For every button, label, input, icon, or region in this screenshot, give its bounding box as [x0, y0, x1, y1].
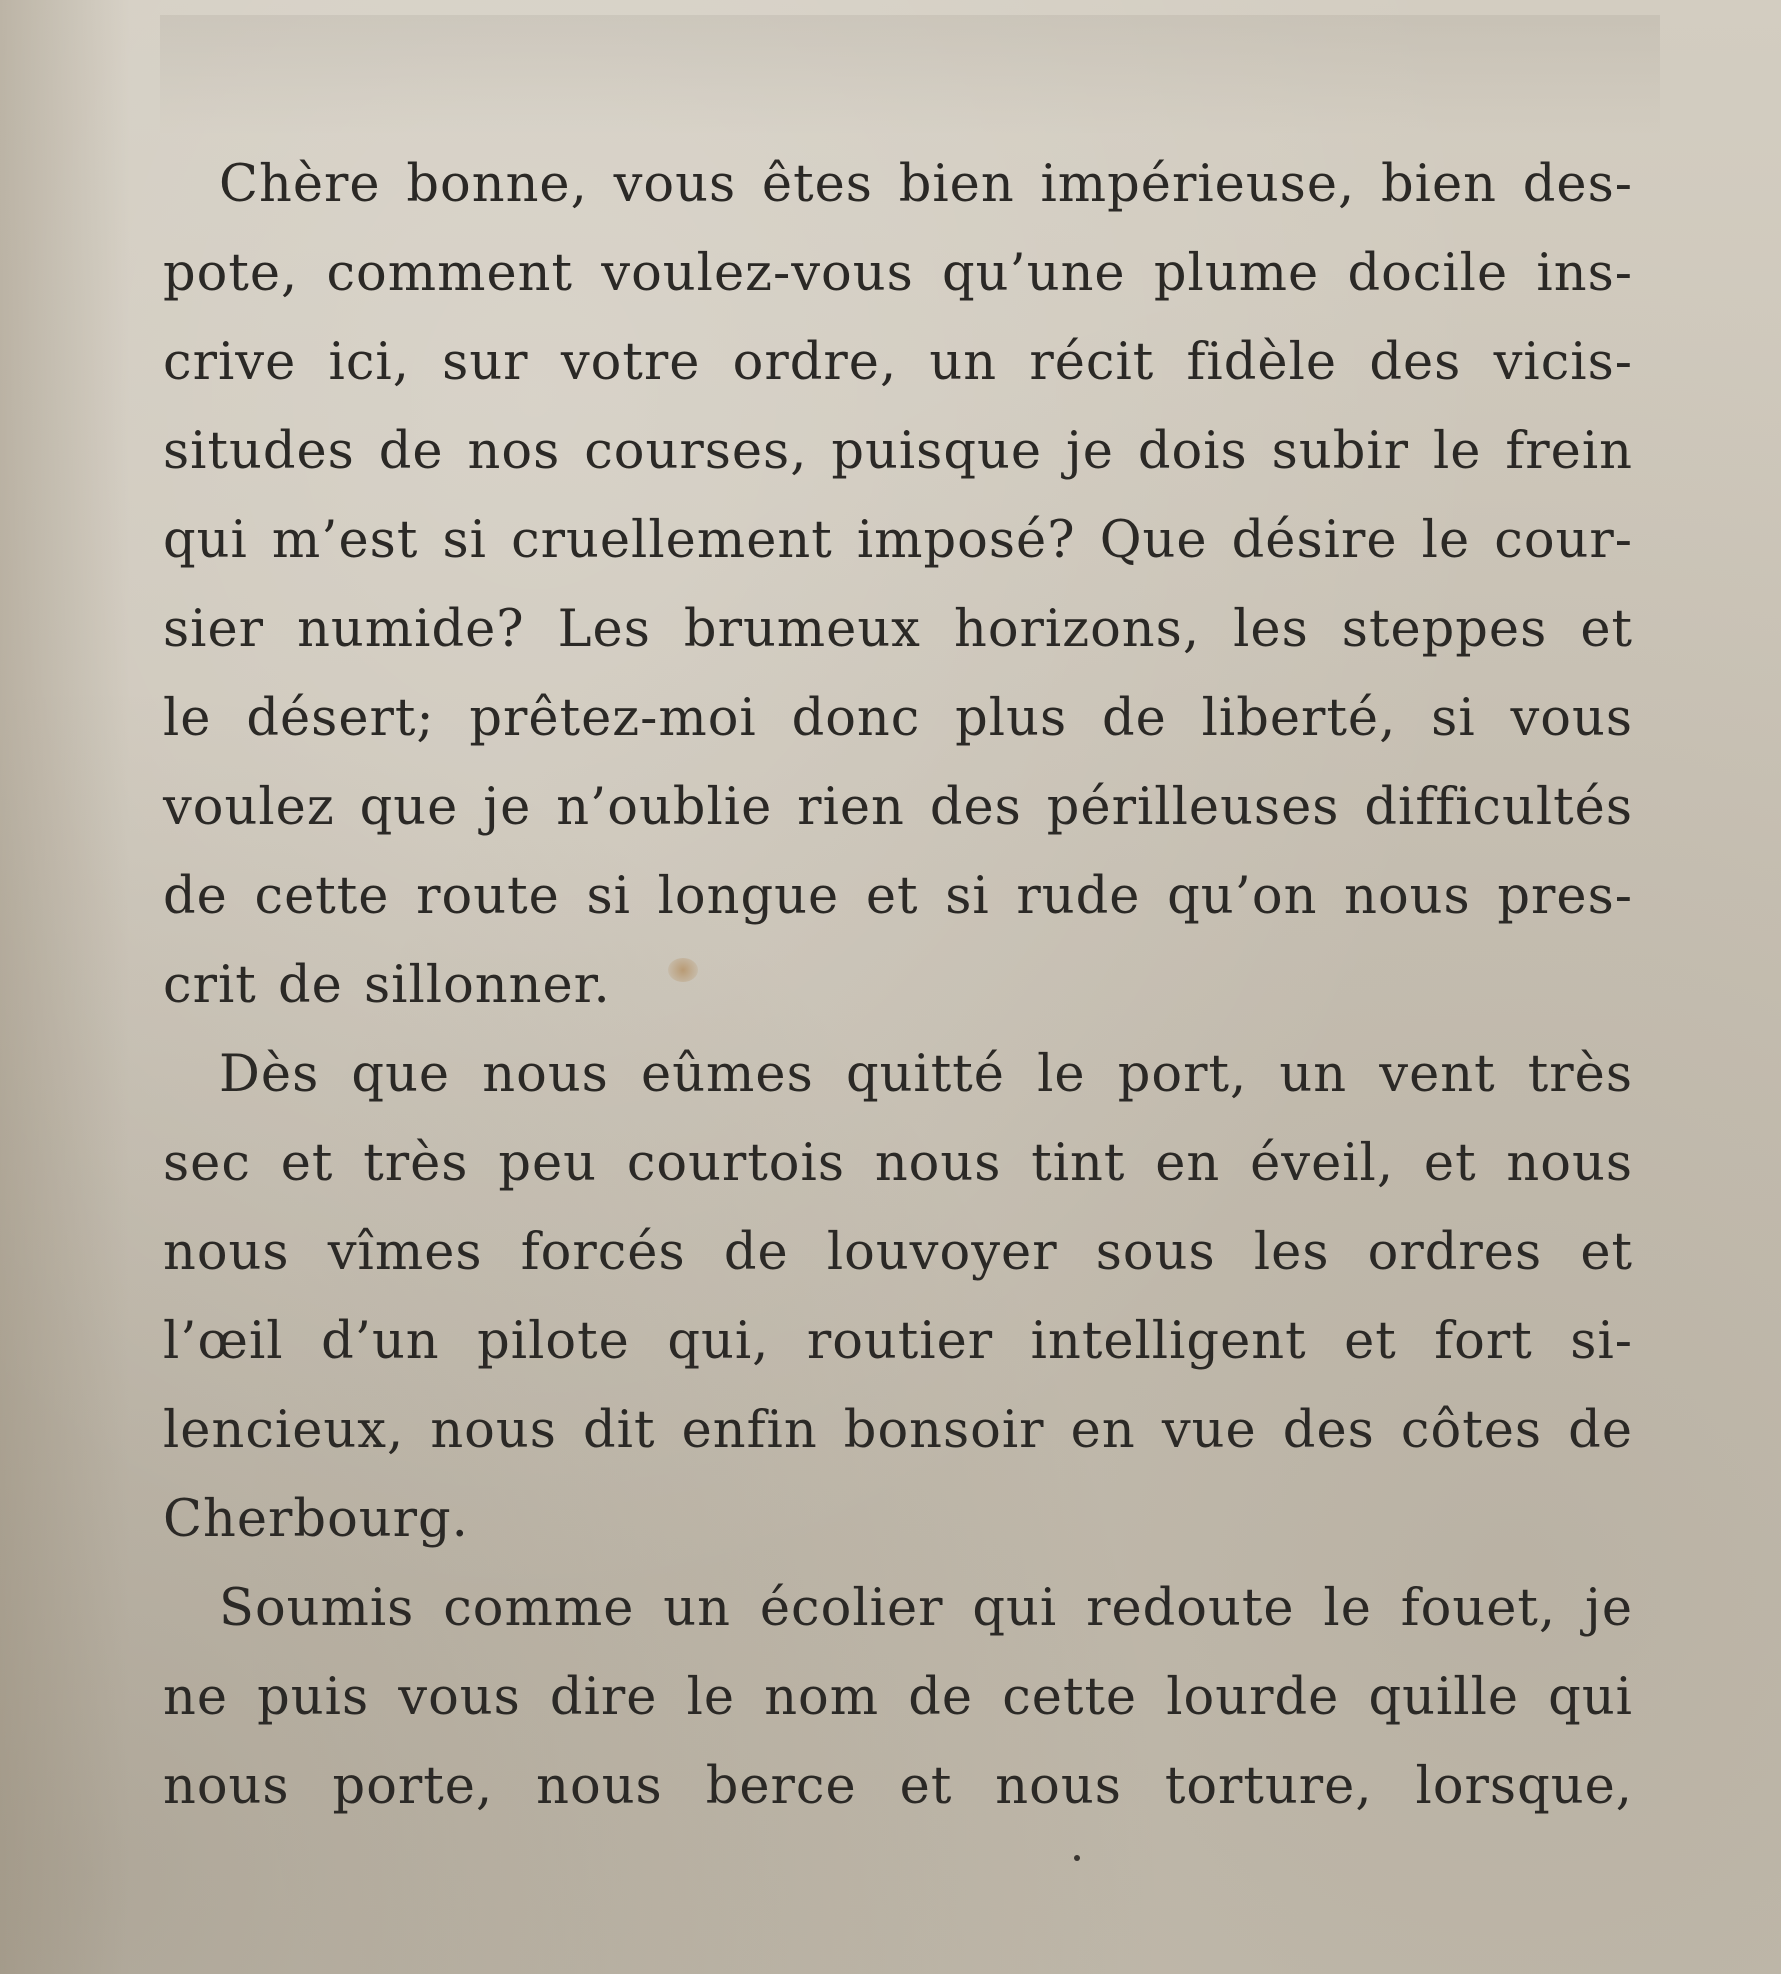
- foxing-stain: [668, 958, 698, 982]
- text-line: sec et très peu courtois nous tint en éveil, et nous: [163, 1134, 1633, 1193]
- page-edge-shadow: [0, 0, 130, 1974]
- text-line: de cette route si longue et si rude qu’on nous pres-: [163, 867, 1633, 926]
- text-line: Soumis comme un écolier qui redoute le fouet, je: [219, 1579, 1633, 1638]
- text-line: sier numide? Les brumeux horizons, les steppes et: [163, 600, 1633, 659]
- text-line: Chère bonne, vous êtes bien impérieuse, bien des-: [219, 155, 1633, 214]
- paragraph-1: [163, 140, 1633, 1030]
- text-line: crive ici, sur votre ordre, un récit fidèle des vicis-: [163, 333, 1633, 392]
- paragraph-3: [163, 1564, 1633, 1831]
- text-line: Dès que nous eûmes quitté le port, un vent très: [219, 1045, 1633, 1104]
- text-line: qui m’est si cruellement imposé? Que désire le cour-: [163, 511, 1633, 570]
- text-line: nous vîmes forcés de louvoyer sous les ordres et: [163, 1223, 1633, 1282]
- printer-mark-dot: [1074, 1855, 1080, 1861]
- text-line: situdes de nos courses, puisque je dois subir le frein: [163, 422, 1633, 481]
- text-line: lencieux, nous dit enfin bonsoir en vue des côtes de: [163, 1401, 1633, 1460]
- text-line: nous porte, nous berce et nous torture, lorsque,: [163, 1757, 1633, 1816]
- text-line: Cherbourg.: [163, 1490, 469, 1549]
- text-line: pote, comment voulez-vous qu’une plume docile ins-: [163, 244, 1633, 303]
- text-line: ne puis vous dire le nom de cette lourde quille qui: [163, 1668, 1633, 1727]
- paragraph-2: [163, 1030, 1633, 1564]
- text-line: voulez que je n’oublie rien des périlleuses difficultés: [163, 778, 1633, 837]
- text-line: le désert; prêtez-moi donc plus de liberté, si vous: [163, 689, 1633, 748]
- body-text: [163, 140, 1633, 1831]
- text-line: crit de sillonner.: [163, 956, 611, 1015]
- text-line: l’œil d’un pilote qui, routier intelligent et fort si-: [163, 1312, 1633, 1371]
- show-through-shading: [160, 15, 1660, 135]
